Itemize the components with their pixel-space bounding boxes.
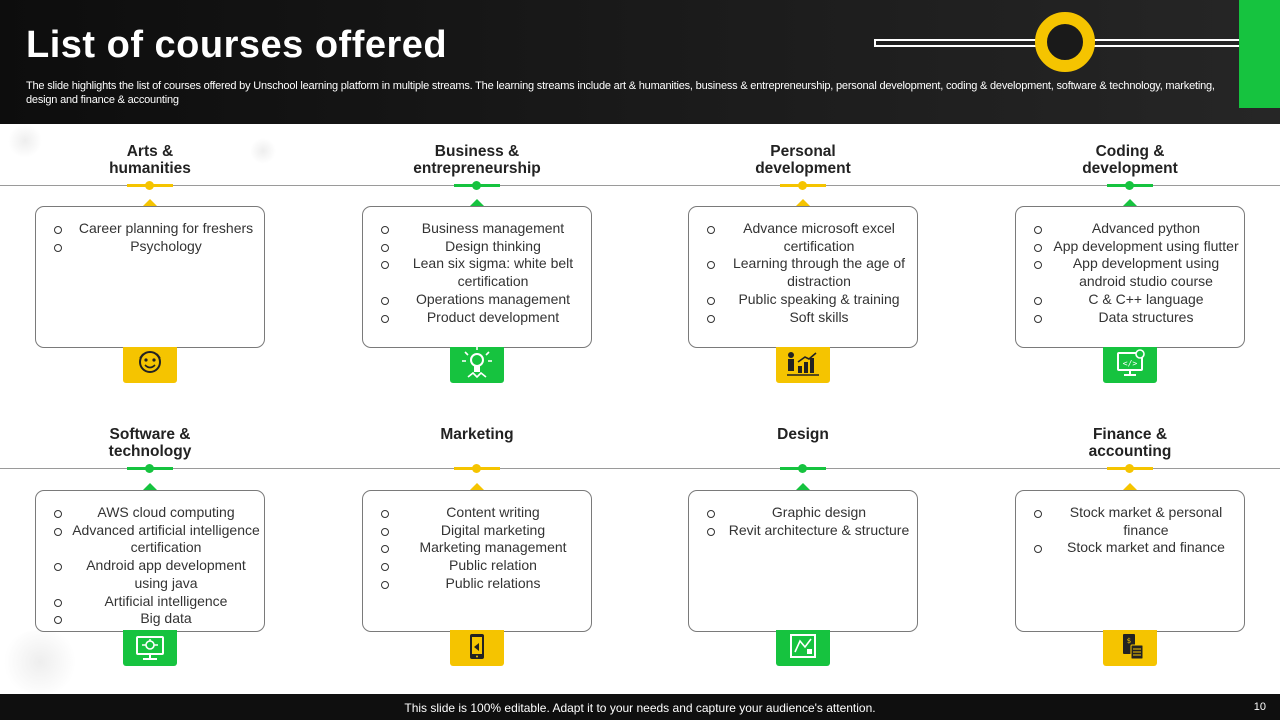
- category-title: [35, 143, 265, 177]
- course-item: C & C++ language: [1034, 291, 1240, 309]
- course-list: [381, 220, 587, 326]
- category-title-line: Software &: [109, 426, 191, 443]
- svg-text:$: $: [1126, 637, 1132, 645]
- course-list-box: [362, 490, 592, 632]
- course-list: [1034, 220, 1240, 326]
- course-item: Big data: [54, 610, 260, 628]
- course-item: Learning through the age of distraction: [707, 255, 913, 290]
- course-list-box: [1015, 490, 1245, 632]
- course-item: AWS cloud computing: [54, 504, 260, 522]
- accent-dot: [798, 181, 807, 190]
- category-title: [35, 426, 265, 460]
- footer-text: This slide is 100% editable. Adapt it to your needs and capture your audience's attention.: [404, 701, 876, 715]
- category-title: [362, 143, 592, 177]
- slide-subtitle: The slide highlights the list of courses offered by Unschool learning platform in multiple streams. The learning streams include art & humanities, business & entrepreneurship, personal development, coding & development, software & technology, marketing, design and finance & accounting: [26, 80, 1215, 106]
- course-item: Advance microsoft excel certification: [707, 220, 913, 255]
- course-item: Artificial intelligence: [54, 593, 260, 611]
- decorative-green-block: [1239, 0, 1280, 108]
- pointer-triangle: [1123, 483, 1137, 490]
- category-title-line: Marketing: [440, 426, 514, 443]
- course-item: Revit architecture & structure: [707, 522, 913, 540]
- accent-dot: [145, 464, 154, 473]
- course-list: [707, 220, 913, 326]
- course-list-box: [35, 490, 265, 632]
- course-item: Public speaking & training: [707, 291, 913, 309]
- accent-dot: [1125, 464, 1134, 473]
- course-item: Advanced artificial intelligence certification: [54, 522, 260, 557]
- decorative-ring: [1035, 12, 1095, 72]
- category-title-line: Arts &: [126, 143, 174, 160]
- course-list: [1034, 504, 1240, 557]
- course-list: [54, 504, 260, 628]
- category-title-line: Finance &: [1092, 426, 1168, 443]
- category-title-line: accounting: [1088, 443, 1172, 460]
- course-item: Soft skills: [707, 309, 913, 327]
- course-item: Business management: [381, 220, 587, 238]
- row-divider: [0, 468, 1280, 469]
- pointer-triangle: [470, 199, 484, 206]
- course-item: Public relation: [381, 557, 587, 575]
- course-item: App development using flutter: [1034, 238, 1240, 256]
- category-title-line: development: [755, 160, 851, 177]
- course-item: Product development: [381, 309, 587, 327]
- software-monitor-icon: [123, 630, 177, 666]
- accent-dot: [472, 464, 481, 473]
- course-item: Operations management: [381, 291, 587, 309]
- decorative-bubble: [0, 630, 80, 694]
- category-title-line: Business &: [434, 143, 520, 160]
- category-title-line: entrepreneurship: [413, 160, 541, 177]
- category-title-line: Coding &: [1095, 143, 1165, 160]
- page-number: 10: [1253, 701, 1266, 713]
- accent-dot: [472, 181, 481, 190]
- category-title-line: Personal: [770, 143, 836, 160]
- design-board-icon: [776, 630, 830, 666]
- phone-megaphone-icon: [450, 630, 504, 666]
- course-item: Android app development using java: [54, 557, 260, 592]
- course-item: Content writing: [381, 504, 587, 522]
- category-title: [362, 426, 592, 443]
- category-title-line: development: [1082, 160, 1178, 177]
- category-title: [688, 143, 918, 177]
- footer-bar: [0, 694, 1280, 720]
- header-band: [0, 0, 1280, 124]
- course-item: Stock market and finance: [1034, 539, 1240, 557]
- course-list: [54, 220, 260, 255]
- course-item: Design thinking: [381, 238, 587, 256]
- course-item: Public relations: [381, 575, 587, 593]
- course-list-box: [362, 206, 592, 348]
- svg-text:</>: </>: [1122, 359, 1138, 368]
- course-item: Graphic design: [707, 504, 913, 522]
- course-list: [707, 504, 913, 539]
- course-item: Data structures: [1034, 309, 1240, 327]
- pointer-triangle: [143, 483, 157, 490]
- category-title: [688, 426, 918, 443]
- course-list-box: [688, 206, 918, 348]
- category-title-line: humanities: [109, 160, 191, 177]
- slide-title: List of courses offered: [26, 24, 448, 66]
- row-divider: [0, 185, 1280, 186]
- course-list: [381, 504, 587, 593]
- course-item: Career planning for freshers: [54, 220, 260, 238]
- accent-dot: [1125, 181, 1134, 190]
- pointer-triangle: [143, 199, 157, 206]
- course-list-box: [1015, 206, 1245, 348]
- course-item: Digital marketing: [381, 522, 587, 540]
- accent-dot: [798, 464, 807, 473]
- course-list-box: [35, 206, 265, 348]
- category-title-line: Design: [777, 426, 829, 443]
- course-item: Stock market & personal finance: [1034, 504, 1240, 539]
- pointer-triangle: [796, 199, 810, 206]
- accent-dot: [145, 181, 154, 190]
- course-item: Advanced python: [1034, 220, 1240, 238]
- category-title-line: technology: [108, 443, 192, 460]
- pointer-triangle: [470, 483, 484, 490]
- course-item: Marketing management: [381, 539, 587, 557]
- course-list-box: [688, 490, 918, 632]
- code-monitor-icon: [1103, 347, 1157, 383]
- growth-chart-icon: [776, 347, 830, 383]
- calculator-money-icon: [1103, 630, 1157, 666]
- mask-icon: [123, 347, 177, 383]
- category-title: [1015, 143, 1245, 177]
- lightbulb-icon: [450, 347, 504, 383]
- pointer-triangle: [1123, 199, 1137, 206]
- course-item: Psychology: [54, 238, 260, 256]
- pointer-triangle: [796, 483, 810, 490]
- category-title: [1015, 426, 1245, 460]
- course-item: Lean six sigma: white belt certification: [381, 255, 587, 290]
- course-item: App development using android studio course: [1034, 255, 1240, 290]
